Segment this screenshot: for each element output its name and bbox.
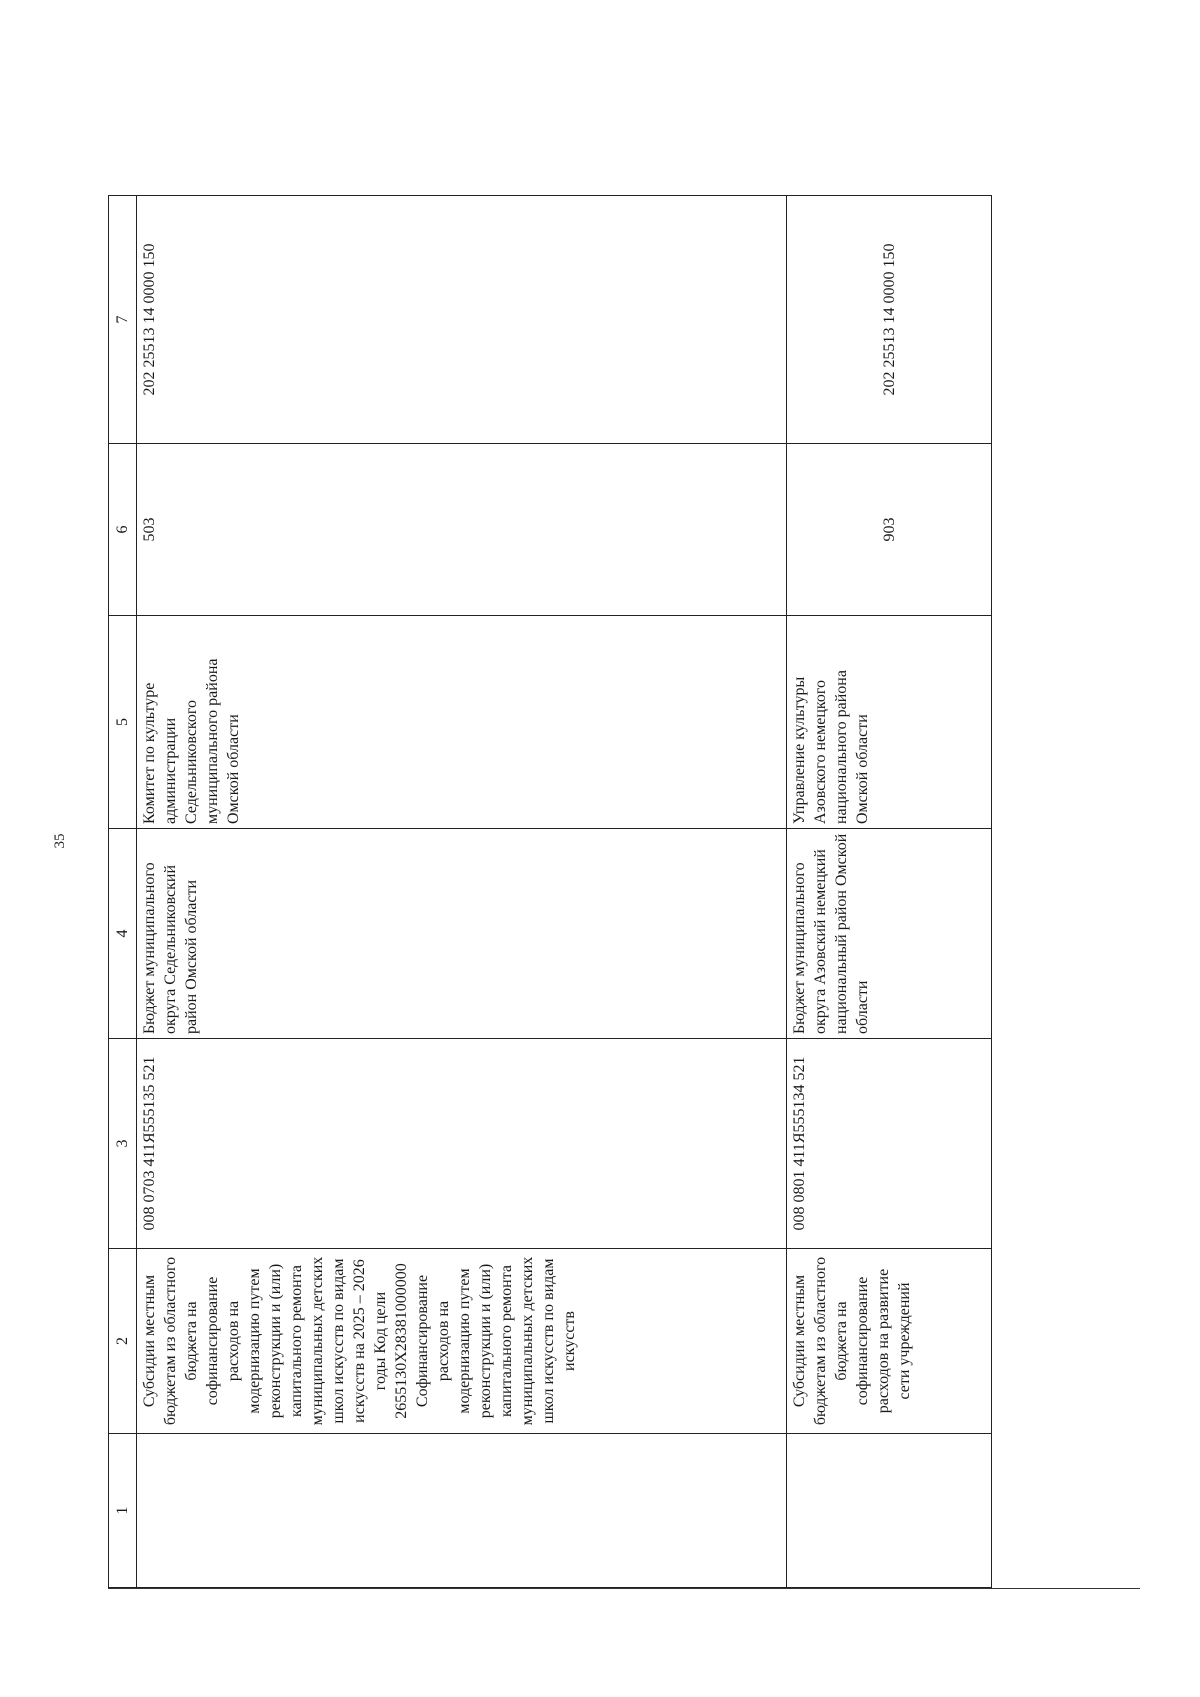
row2-col1 xyxy=(787,1434,992,1588)
row2-administrator: Управление культуры Азовского немецкого национального района Омской области xyxy=(787,616,992,829)
row1-subsidy-description: Субсидии местным бюджетам из областного бюджета на софинансирование расходов на модернизацию путем реконструкции и (или) капитального ремонта муниципальных детских школ искусств по видам искусств на 2025 – 2026 годы Код цели 2655130Х28381000000 Софинансирование расходов на модернизацию путем реконструкции и (или) капитального ремонта муниципальных детских школ искусств по видам искусств xyxy=(137,1249,787,1434)
budget-table xyxy=(108,195,992,1588)
table-row xyxy=(137,196,787,1588)
header-col-1: 1 xyxy=(109,1434,137,1588)
row1-budget-recipient: Бюджет муниципального округа Седельниковский район Омской области xyxy=(137,829,787,1039)
row2-admin-code: 903 xyxy=(787,444,992,616)
page-bottom-line xyxy=(108,1588,1140,1589)
header-col-2: 2 xyxy=(109,1249,137,1434)
row2-income-code: 202 25513 14 0000 150 xyxy=(787,196,992,444)
row1-income-code: 202 25513 14 0000 150 xyxy=(137,196,787,444)
header-col-7: 7 xyxy=(109,196,137,444)
table-header-row xyxy=(109,196,137,1588)
row1-administrator: Комитет по культуре администрации Седельниковского муниципального района Омской области xyxy=(137,616,787,829)
header-col-4: 4 xyxy=(109,829,137,1039)
row1-budget-code: 008 0703 411Я555135 521 xyxy=(137,1039,787,1249)
row2-budget-code: 008 0801 411Я555134 521 xyxy=(787,1039,992,1249)
table-row xyxy=(787,196,992,1588)
row2-budget-recipient: Бюджет муниципального округа Азовский немецкий национальный район Омской области xyxy=(787,829,992,1039)
header-col-3: 3 xyxy=(109,1039,137,1249)
header-col-6: 6 xyxy=(109,444,137,616)
page-number: 35 xyxy=(52,833,68,849)
rotated-table-container xyxy=(108,196,990,1588)
row1-admin-code: 503 xyxy=(137,444,787,616)
row1-col1 xyxy=(137,1434,787,1588)
row2-subsidy-description: Субсидии местным бюджетам из областного бюджета на софинансирование расходов на развитие сети учреждений xyxy=(787,1249,992,1434)
header-col-5: 5 xyxy=(109,616,137,829)
